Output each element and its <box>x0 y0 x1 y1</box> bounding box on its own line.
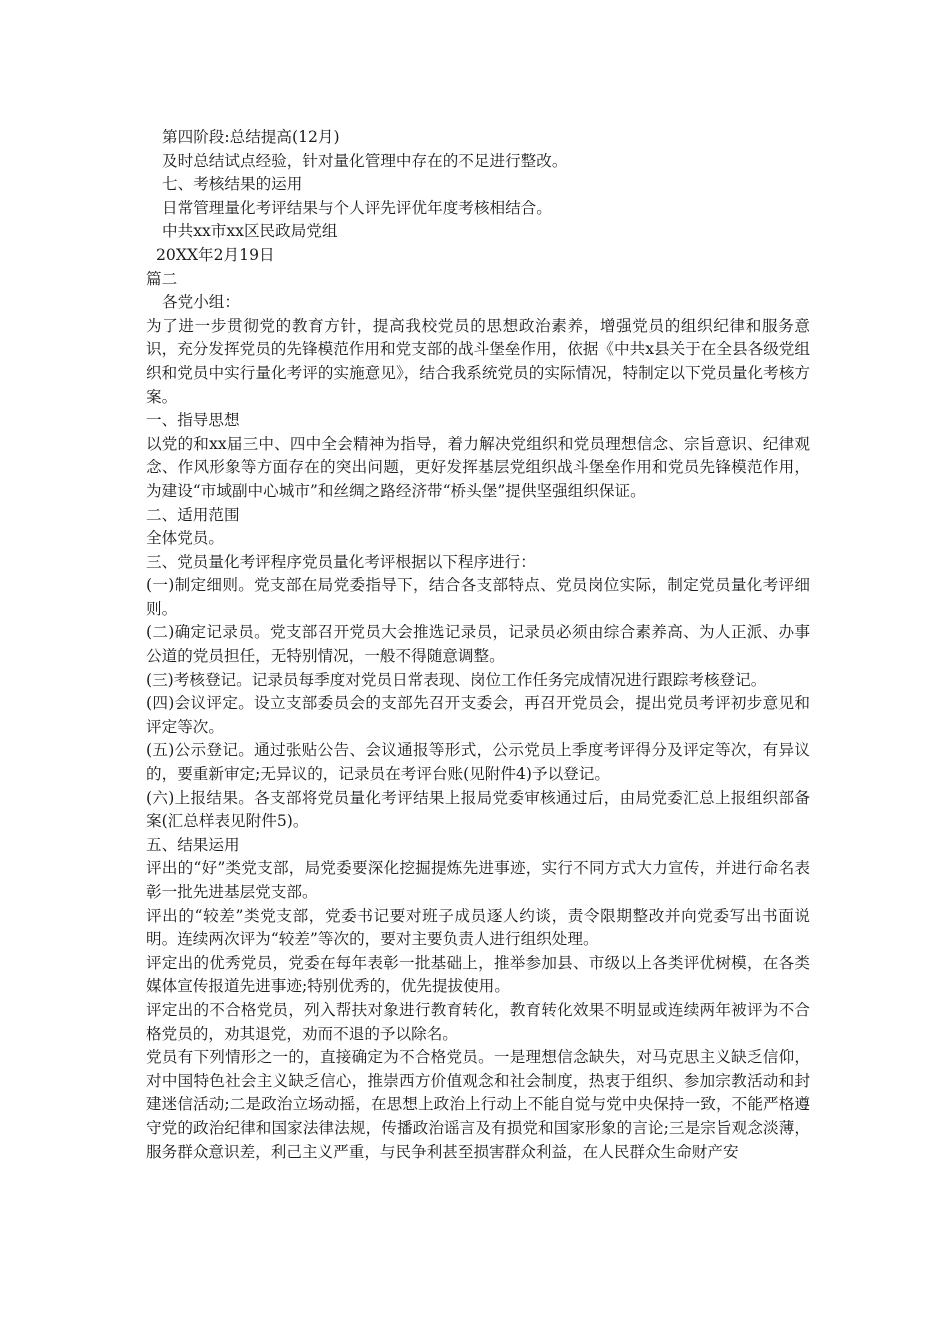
paragraph: 20XX年2月19日 <box>156 245 275 264</box>
paragraph: 党员有下列情形之一的，直接确定为不合格党员。一是理想信念缺失，对马克思主义缺乏信仰，对中国特色社会主义缺乏信心，推崇西方价值观念和社会制度，热衷于组织、参加宗教活动和封建迷信活动;二是政治立场动摇，在思想上政治上行动上不能自觉与党中央保持一致，不能严格遵守党的政治纪律和国家法律法规，传播政治谣言及有损党和国家形象的言论;三是宗旨观念淡薄，服务群众意识差，利己主义严重，与民争利甚至损害群众利益，在人民群众生命财产安 <box>146 1048 810 1161</box>
paragraph: 评出的“较差”类党支部，党委书记要对班子成员逐人约谈，责令限期整改并向党委写出书面说明。连续两次评为“较差”等次的，要对主要负责人进行组织处理。 <box>146 906 810 949</box>
paragraph: 三、党员量化考评程序党员量化考评根据以下程序进行： <box>146 552 536 571</box>
paragraph: 日常管理量化考评结果与个人评先评优年度考核相结合。 <box>162 198 552 217</box>
paragraph: 评出的“好”类党支部，局党委要深化挖掘提炼先进事迹，实行不同方式大力宣传，并进行命名表彰一批先进基层党支部。 <box>146 859 810 901</box>
paragraph: 七、考核结果的运用 <box>162 175 303 194</box>
paragraph: (二)确定记录员。党支部召开党员大会推选记录员，记录员必须由综合素养高、为人正派、办事公道的党员担任，无特别情况，一般不得随意调整。 <box>146 623 810 666</box>
paragraph: 评定出的不合格党员，列入帮扶对象进行教育转化，教育转化效果不明显或连续两年被评为不合格党员的，劝其退党，劝而不退的予以除名。 <box>146 1000 810 1043</box>
paragraph: 五、结果运用 <box>146 835 240 854</box>
paragraph: 全体党员。 <box>146 529 224 548</box>
paragraph: (六)上报结果。各支部将党员量化考评结果上报局党委审核通过后，由局党委汇总上报组织部备案(汇总样表见附件5)。 <box>146 788 810 831</box>
paragraph: 评定出的优秀党员，党委在每年表彰一批基础上，推举参加县、市级以上各类评优树模，在各类媒体宣传报道先进事迹;特别优秀的，优先提拔使用。 <box>146 953 810 996</box>
paragraph: 各党小组： <box>162 293 240 312</box>
paragraph: 以党的和xx届三中、四中全会精神为指导，着力解决党组织和党员理想信念、宗旨意识、纪律观念、作风形象等方面存在的突出问题，更好发挥基层党组织战斗堡垒作用和党员先锋模范作用，为建设“市域副中心城市”和丝绸之路经济带“桥头堡”提供坚强组织保证。 <box>146 434 810 500</box>
paragraph: 第四阶段:总结提高(12月) <box>162 128 340 146</box>
paragraph: (五)公示登记。通过张贴公告、会议通报等形式，公示党员上季度考评得分及评定等次，有异议的，要重新审定;无异议的，记录员在考评台账(见附件4)予以登记。 <box>146 741 810 784</box>
paragraph: 及时总结试点经验，针对量化管理中存在的不足进行整改。 <box>162 151 568 170</box>
paragraph: 一、指导思想 <box>146 411 240 430</box>
document-body <box>146 126 810 1164</box>
paragraph: (三)考核登记。记录员每季度对党员日常表现、岗位工作任务完成情况进行跟踪考核登记。 <box>146 670 767 689</box>
paragraph: 篇二 <box>146 269 178 288</box>
paragraph: (一)制定细则。党支部在局党委指导下，结合各支部特点、党员岗位实际，制定党员量化考评细则。 <box>146 576 810 618</box>
paragraph: 二、适用范围 <box>146 505 240 524</box>
paragraph: 中共xx市xx区民政局党组 <box>162 222 338 241</box>
paragraph: 为了进一步贯彻党的教育方针，提高我校党员的思想政治素养，增强党员的组织纪律和服务意识，充分发挥党员的先锋模范作用和党支部的战斗堡垒作用，依据《中共x县关于在全县各级党组织和党员中实行量化考评的实施意见》，结合我系统党员的实际情况，特制定以下党员量化考核方案。 <box>146 316 810 406</box>
paragraph: (四)会议评定。设立支部委员会的支部先召开支委会，再召开党员会，提出党员考评初步意见和评定等次。 <box>146 694 810 736</box>
